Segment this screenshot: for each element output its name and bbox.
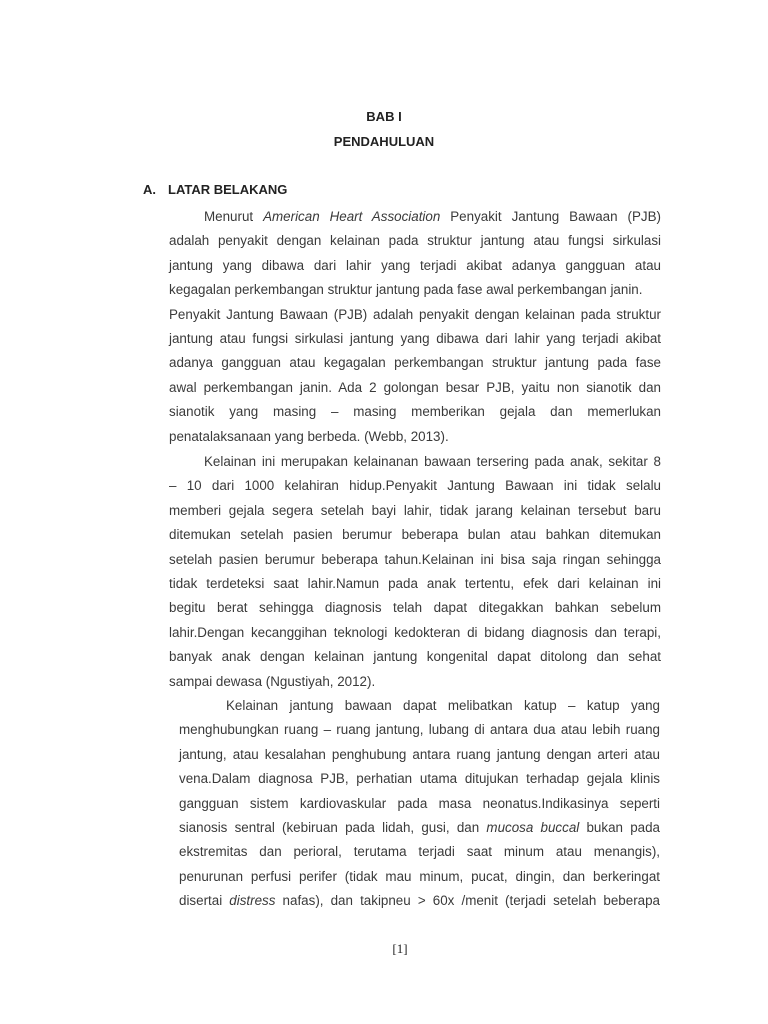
text-line: penatalaksanaan yang berbeda. (Webb, 2013).: [169, 428, 449, 444]
text-line: – 10 dari 1000 kelahiran hidup.Penyakit Jantung Bawaan ini tidak selalu: [169, 478, 661, 494]
italic-term: American Heart Association: [263, 209, 441, 224]
section-number: A.: [143, 182, 156, 197]
text-run: sianosis sentral (kebiruan pada lidah, gusi, dan: [179, 819, 487, 835]
text-line: [169, 205, 661, 229]
text-line: menghubungkan ruang – ruang jantung, lubang di antara dua atau lebih ruang: [179, 722, 660, 738]
text-line: gangguan sistem kardiovaskular pada masa neonatus.Indikasinya seperti: [179, 795, 660, 811]
text-line: Kelainan ini merupakan kelainanan bawaan tersering pada anak, sekitar 8: [204, 454, 661, 469]
italic-term: distress: [229, 893, 276, 909]
text-line: setelah pasien berumur beberapa tahun.Kelainan ini bisa saja ringan sehingga: [169, 551, 661, 567]
paragraph-2: [169, 450, 661, 694]
chapter-number: BAB I: [366, 109, 402, 124]
text-line: banyak anak dengan kelainan jantung kongenital dapat ditolong dan sehat: [169, 649, 661, 665]
text-line: memberi gejala segera setelah bayi lahir, tidak jarang kelainan tersebut baru: [169, 502, 661, 518]
section-heading: [143, 182, 287, 197]
paragraph-3: [179, 694, 660, 914]
text-line: vena.Dalam diagnosa PJB, perhatian utama ditujukan terhadap gejala klinis: [179, 771, 660, 787]
text-line: adanya gangguan atau kegagalan perkembangan struktur jantung pada fase: [169, 355, 661, 371]
text-run: nafas), dan takipneu > 60x /menit (terjadi setelah beberapa: [275, 893, 661, 909]
text-line: ekstremitas dan perioral, terutama terjadi saat minum atau menangis),: [179, 844, 660, 860]
chapter-title: PENDAHULUAN: [333, 134, 435, 149]
text-run: bukan pada: [579, 819, 660, 835]
text-line: ditemukan setelah pasien berumur beberapa bulan atau bahkan ditemukan: [169, 527, 661, 543]
text-line: [179, 889, 660, 913]
text-line: awal perkembangan janin. Ada 2 golongan besar PJB, yaitu non sianotik dan: [169, 379, 661, 395]
text-line: lahir.Dengan kecanggihan teknologi kedokteran di bidang diagnosis dan terapi,: [169, 624, 661, 640]
text-line: jantung yang dibawa dari lahir yang terjadi akibat adanya gangguan atau: [169, 257, 661, 273]
text-line: [179, 816, 660, 840]
text-line: begitu berat sehingga diagnosis telah dapat ditegakkan bahkan sebelum: [169, 600, 661, 616]
text-run: Menurut: [204, 209, 264, 224]
text-line: tidak terdeteksi saat lahir.Namun pada anak tertentu, efek dari kelainan ini: [169, 575, 661, 591]
text-line: jantung, atau kesalahan penghubung antara ruang jantung dengan arteri atau: [179, 746, 660, 762]
text-line: jantung atau fungsi sirkulasi jantung yang dibawa dari lahir yang terjadi akibat: [169, 330, 661, 346]
text-run: Penyakit Jantung Bawaan (PJB): [440, 209, 662, 224]
text-line: penurunan perfusi perifer (tidak mau minum, pucat, dingin, dan berkeringat: [179, 868, 660, 884]
section-title: LATAR BELAKANG: [168, 182, 288, 197]
text-line: Penyakit Jantung Bawaan (PJB) adalah penyakit dengan kelainan pada struktur: [169, 306, 661, 322]
text-line: sampai dewasa (Ngustiyah, 2012).: [169, 673, 376, 689]
text-run: disertai: [179, 893, 230, 909]
text-line: kegagalan perkembangan struktur jantung pada fase awal perkembangan janin.: [169, 282, 643, 298]
text-line: Kelainan jantung bawaan dapat melibatkan katup – katup yang: [226, 698, 660, 713]
page-number-label: [1]: [392, 941, 408, 956]
paragraph-1: [169, 205, 661, 449]
text-line: adalah penyakit dengan kelainan pada struktur jantung atau fungsi sirkulasi: [169, 233, 661, 249]
page-number: [0, 941, 768, 957]
italic-term: mucosa buccal: [486, 819, 580, 835]
text-line: sianotik yang masing – masing memberikan gejala dan memerlukan: [169, 404, 661, 420]
